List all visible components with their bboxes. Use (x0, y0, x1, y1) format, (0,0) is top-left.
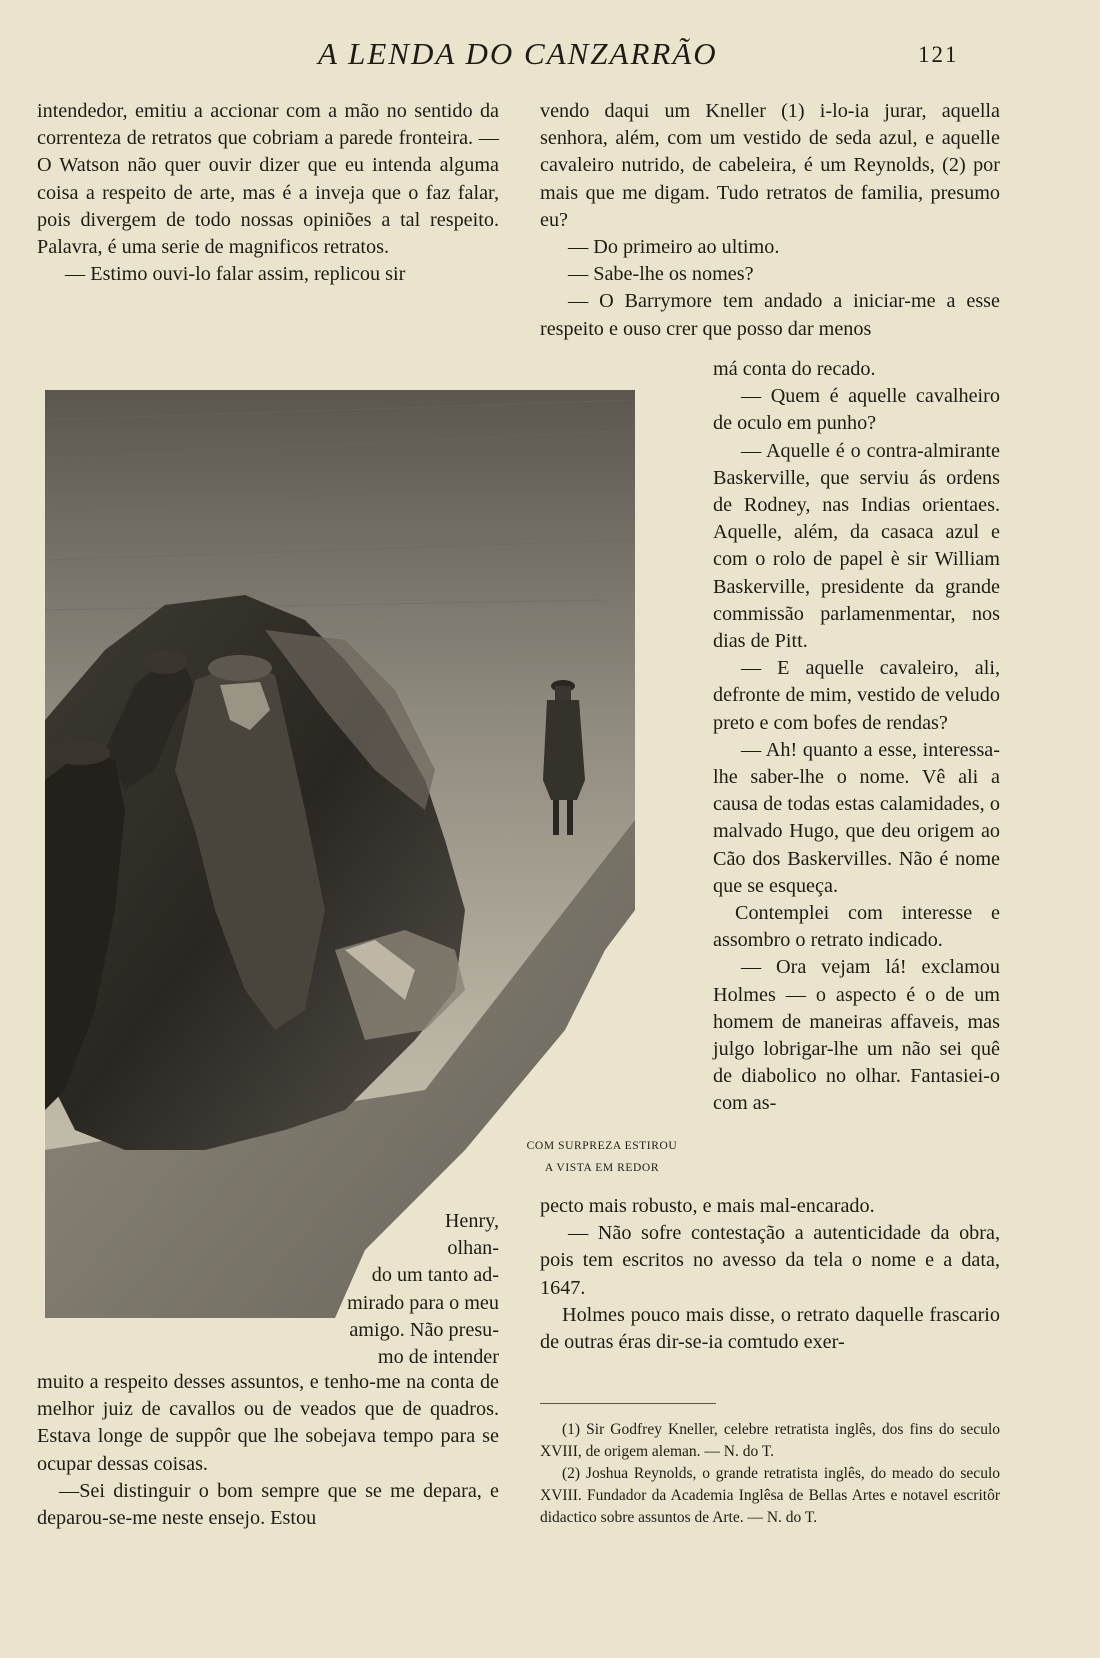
paragraph: má conta do recado. (713, 358, 876, 380)
caption-line: COM SURPREZA ESTIROU (526, 1140, 678, 1152)
text-line: Henry, (444, 1210, 499, 1232)
left-column-top (37, 98, 499, 288)
right-column-wrap (713, 356, 1000, 1118)
paragraph: muito a respeito desses assuntos, e tenho-me na conta de melhor juiz de cavallos ou de veados que de quadros. Estava longe de suppôr que lhe sobejava tempo para se ocupar dessas coisas. (37, 1371, 499, 1475)
paragraph: —Sei distinguir o bom sempre que se me depara, e deparou-se-me neste ensejo. Estou (37, 1479, 499, 1530)
paragraph: — Ora vejam lá! exclamou Holmes — o aspecto é o de um homem de maneiras affaveis, mas julgo lobrigar-lhe um não sei quê de diabolico no olhar. Fantasiei-o com as- (713, 956, 1000, 1115)
illustration-caption (512, 1135, 692, 1179)
paragraph: intendedor, emitiu a accionar com a mão no sentido da correnteza de retratos que cobriam a parede fronteira. — O Watson não quer ouvir dizer que eu intenda alguma coisa a respeito de arte, mas é a inveja que o faz falar, pois divergem de todo nossas opiniões a tal respeito. Palavra, é uma serie de magnificos retratos. (37, 100, 499, 259)
caption-line: A VISTA EM REDOR (544, 1162, 660, 1174)
paragraph: — E aquelle cavaleiro, ali, defronte de mim, vestido de veludo preto e com bofes de rendas? (713, 657, 1000, 734)
paragraph: — Ah! quanto a esse, interessa-lhe saber-lhe o nome. Vê ali a causa de todas estas calamidades, o malvado Hugo, que deu origem ao Cão dos Baskervilles. Não é nome que se esqueça. (713, 738, 1000, 897)
paragraph: pecto mais robusto, e mais mal-encarado. (540, 1195, 875, 1217)
paragraph: — Estimo ouvi-lo falar assim, replicou sir (65, 263, 406, 286)
paragraph: Holmes pouco mais disse, o retrato daquelle frascario de outras éras dir-se-ia comtudo exer- (540, 1303, 1000, 1354)
footnote-divider (540, 1403, 716, 1404)
running-head (0, 34, 1100, 74)
right-column-top (540, 98, 1000, 343)
text-line: amigo. Não presu- (349, 1318, 499, 1341)
text-line: olhan- (447, 1237, 499, 1260)
paragraph: Contemplei com interesse e assombro o retrato indicado. (713, 902, 1000, 952)
running-title: A LENDA DO CANZARRÃO (318, 36, 718, 71)
paragraph: — Sabe-lhe os nomes? (568, 263, 754, 286)
left-column-bottom (37, 1369, 499, 1532)
right-column-bottom (540, 1193, 1000, 1356)
footnote: (2) Joshua Reynolds, o grande retratista inglês, do meado do seculo XVIII. Fundador da Academia Inglêsa de Bellas Artes e notavel escritôr didactico sobre assuntos de Arte. — N. do T. (540, 1465, 1000, 1526)
paragraph: vendo daqui um Kneller (1) i-lo-ia jurar, aquella senhora, além, com um vestido de seda azul, e aquelle cavaleiro nutrido, de cabeleira, é um Reynolds, (2) por mais que me digam. Tudo retratos de familia, presumo eu? (540, 100, 1000, 231)
paragraph: — O Barrymore tem andado a iniciar-me a esse respeito e ouso crer que posso dar menos (540, 290, 1000, 340)
footnotes (540, 1419, 1000, 1529)
text-line: do um tanto ad- (371, 1264, 499, 1287)
paragraph: — Aquelle é o contra-almirante Baskerville, que serviu ás ordens de Rodney, nas Indias orientaes. Aquelle, além, da casaca azul e com o rolo de papel è sir William Baskerville, presidente da grande commissão parlamenmentar, nos dias de Pitt. (713, 439, 1000, 653)
paragraph: — Quem é aquelle cavalheiro de oculo em punho? (713, 385, 1000, 435)
paragraph: — Não sofre contestação a autenticidade da obra, pois tem escritos no avesso da tela o nome e a data, 1647. (540, 1222, 1000, 1299)
footnote: (1) Sir Godfrey Kneller, celebre retratista inglês, dos fins do seculo XVIII, de origem aleman. — N. do T. (540, 1421, 1000, 1460)
page-number: 121 (918, 42, 959, 67)
wrapped-text-block (300, 1208, 499, 1371)
text-line: mo de intender (377, 1346, 499, 1369)
text-line: mirado para o meu (347, 1291, 499, 1314)
paragraph: — Do primeiro ao ultimo. (568, 236, 780, 259)
